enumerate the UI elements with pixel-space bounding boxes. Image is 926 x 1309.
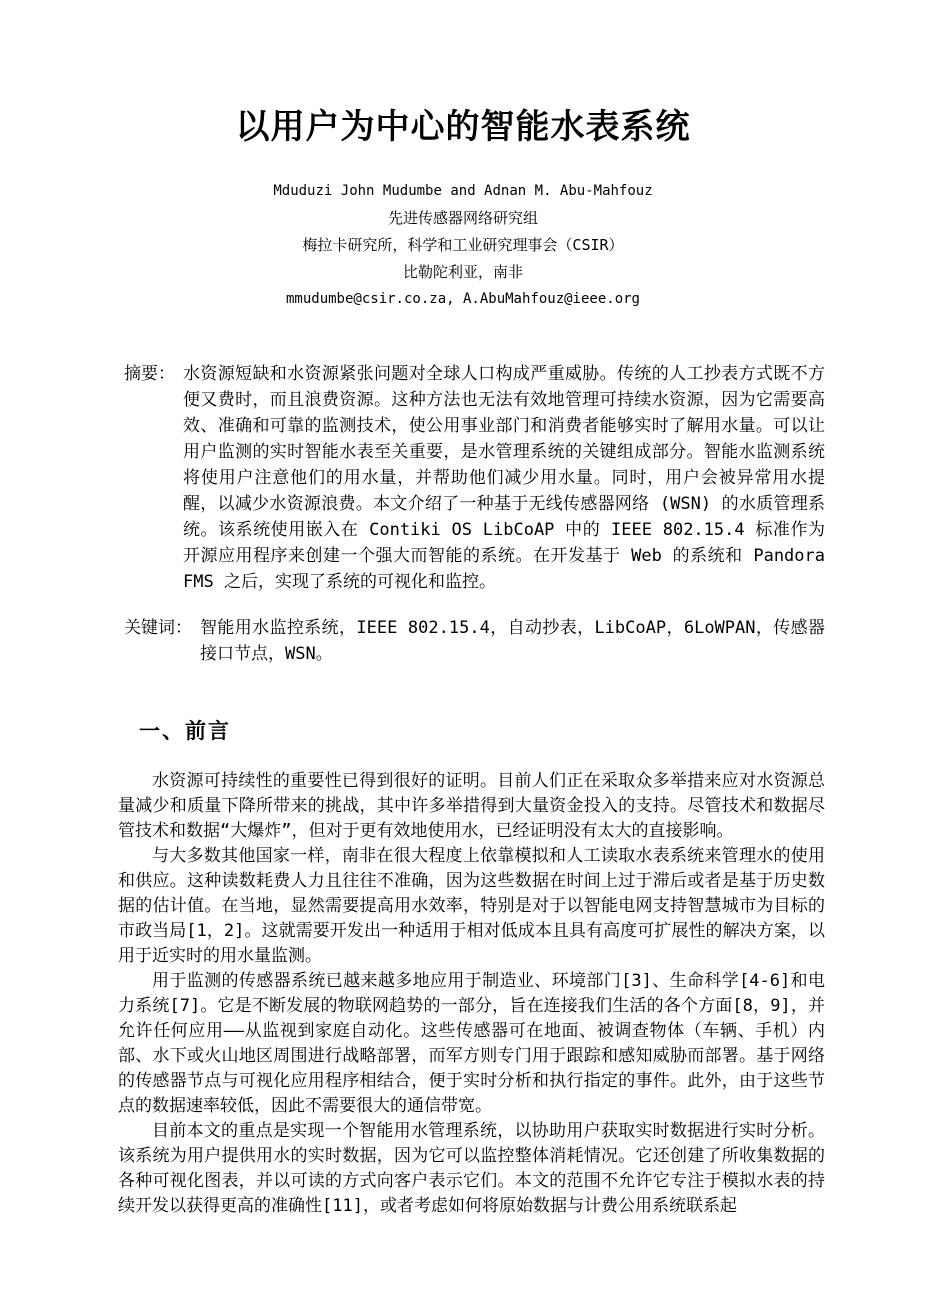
abstract-block	[124, 361, 825, 595]
author-names: Mduduzi John Mudumbe and Adnan M. Abu-Mahfouz	[273, 183, 653, 199]
keywords-text: 智能用水监控系统，IEEE 802.15.4，自动抄表，LibCoAP，6LoWPAN，传感器接口节点，WSN。	[200, 618, 825, 664]
abstract-text: 水资源短缺和水资源紧张问题对全球人口构成严重威胁。传统的人工抄表方式既不方便又费时，而且浪费资源。这种方法也无法有效地管理可持续水资源，因为它需要高效、准确和可靠的监测技术，使公用事业部门和消费者能够实时了解用水量。可以让用户监测的实时智能水表至关重要，是水管理系统的关键组成部分。智能水监测系统将使用户注意他们的用水量，并帮助他们减少用水量。同时，用户会被异常用水提醒，以减少水资源浪费。本文介绍了一种基于无线传感器网络 (WSN) 的水质管理系统。该系统使用嵌入在 Contiki OS LibCoAP 中的 IEEE 802.15.4 标准作为开源应用程序来创建一个强大而智能的系统。在开发基于 Web 的系统和 Pandora FMS 之后，实现了系统的可视化和监控。	[183, 364, 825, 592]
author-emails: mmudumbe@csir.co.za, A.AbuMahfouz@ieee.org	[285, 291, 640, 307]
intro-paragraph-2: 与大多数其他国家一样，南非在很大程度上依靠模拟和人工读取水表系统来管理水的使用和供应。这种读数耗费人力且往往不准确，因为这些数据在时间上过于滞后或者是基于历史数据的估计值。在当地，显然需要提高用水效率，特别是对于以智能电网支持智慧城市为目标的市政当局[1，2]。这就需要开发出一种适用于相对低成本且具有高度可扩展性的解决方案，以用于近实时的用水量监测。	[118, 846, 825, 966]
section-heading-introduction: 一、前言	[139, 720, 231, 743]
keywords-label: 关键词：	[124, 618, 192, 638]
keywords-block	[124, 615, 825, 667]
intro-paragraph-1: 水资源可持续性的重要性已得到很好的证明。目前人们正在采取众多举措来应对水资源总量减少和质量下降所带来的挑战，其中许多举措得到大量资金投入的支持。尽管技术和数据尽管技术和数据“大爆炸”，但对于更有效地使用水，已经证明没有太大的直接影响。	[118, 771, 825, 841]
author-institute: 梅拉卡研究所，科学和工业研究理事会（CSIR）	[302, 236, 624, 254]
paper-title: 以用户为中心的智能水表系统	[235, 108, 691, 146]
intro-paragraph-4: 目前本文的重点是实现一个智能用水管理系统，以协助用户获取实时数据进行实时分析。该系统为用户提供用水的实时数据，因为它可以监控整体消耗情况。它还创建了所收集数据的各种可视化图表，并以可读的方式向客户表示它们。本文的范围不允许它专注于模拟水表的持续开发以获得更高的准确性[11]，或者考虑如何将原始数据与计费公用系统联系起	[118, 1121, 825, 1216]
author-block	[101, 178, 825, 313]
abstract-label: 摘要：	[124, 364, 175, 384]
intro-paragraph-3: 用于监测的传感器系统已越来越多地应用于制造业、环境部门[3]、生命科学[4-6]和电力系统[7]。它是不断发展的物联网趋势的一部分，旨在连接我们生活的各个方面[8，9]，并允许任何应用——从监视到家庭自动化。这些传感器可在地面、被调查物体（车辆、手机）内部、水下或火山地区周围进行战略部署，而军方则专门用于跟踪和感知威胁而部署。基于网络的传感器节点与可视化应用程序相结合，便于实时分析和执行指定的事件。此外，由于这些节点的数据速率较低，因此不需要很大的通信带宽。	[118, 971, 825, 1116]
author-location: 比勒陀利亚，南非	[402, 263, 523, 281]
author-research-group: 先进传感器网络研究组	[387, 209, 538, 227]
